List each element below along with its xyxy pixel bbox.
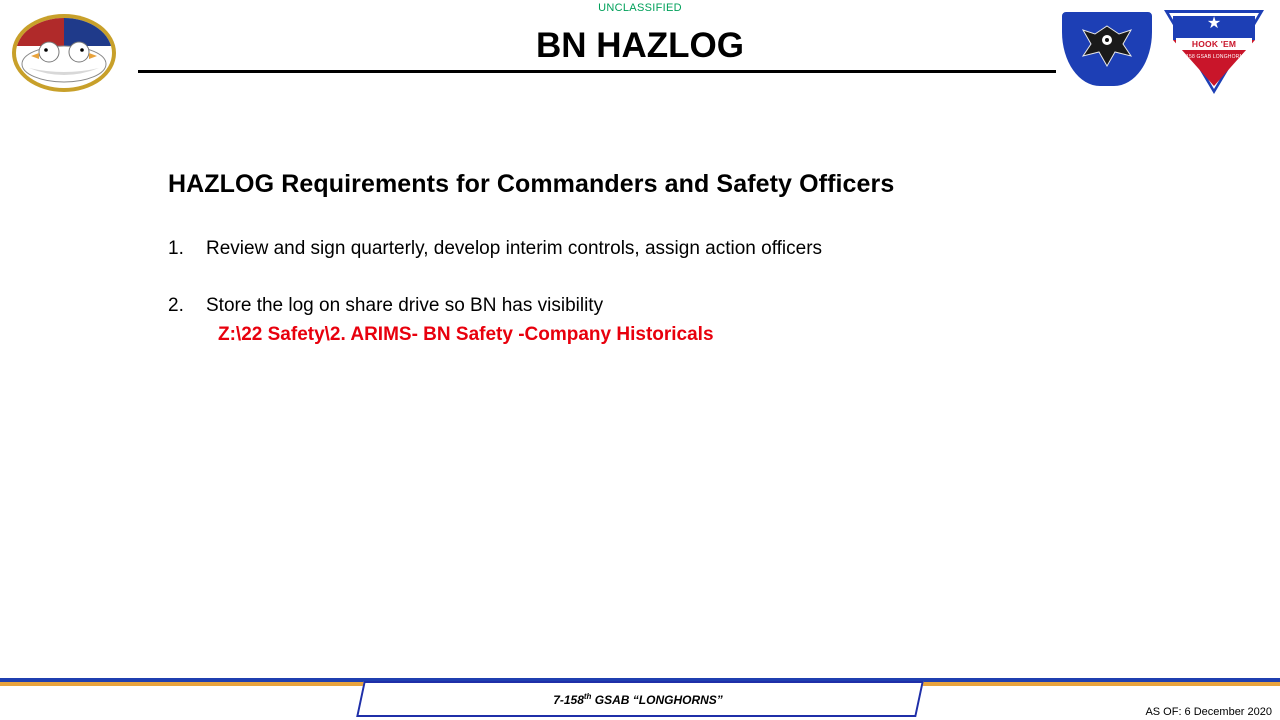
triangle-motto: HOOK 'EM (1176, 38, 1252, 50)
list-item (168, 295, 603, 317)
footer-unit-sup: th (583, 692, 592, 701)
list-item-number: 2. (168, 295, 184, 316)
share-drive-path: Z:\22 Safety\2. ARIMS- BN Safety -Company Historicals (218, 324, 714, 345)
footer-unit-label (360, 681, 916, 713)
classification-banner: UNCLASSIFIED (598, 2, 682, 14)
list-item-text: Store the log on share drive so BN has visibility (206, 295, 604, 316)
title-underline (138, 70, 1056, 73)
body-heading: HAZLOG Requirements for Commanders and Safety Officers (168, 170, 895, 198)
star-icon: ★ (1206, 15, 1222, 32)
as-of-date: AS OF: 6 December 2020 (1145, 706, 1272, 718)
blue-shield-eagle-patch-icon (1060, 10, 1154, 88)
page-title: BN HAZLOG (535, 26, 745, 65)
crest-inner-field (16, 18, 112, 88)
triangle-subtext: 7-158 GSAB LONGHORNS (1181, 54, 1247, 60)
list-item-text: Review and sign quarterly, develop interim controls, assign action officers (206, 238, 823, 259)
eagle-crest-icon (12, 8, 116, 98)
hook-em-triangle-patch-icon (1164, 10, 1264, 94)
list-item-number: 1. (168, 238, 184, 259)
list-item (168, 238, 822, 260)
footer-unit-prefix: 7-158 (553, 693, 584, 707)
footer-unit-suffix: GSAB “LONGHORNS” (591, 693, 723, 707)
shield-eagle-figure (1060, 20, 1154, 85)
crest-eagle-figure (16, 34, 112, 88)
